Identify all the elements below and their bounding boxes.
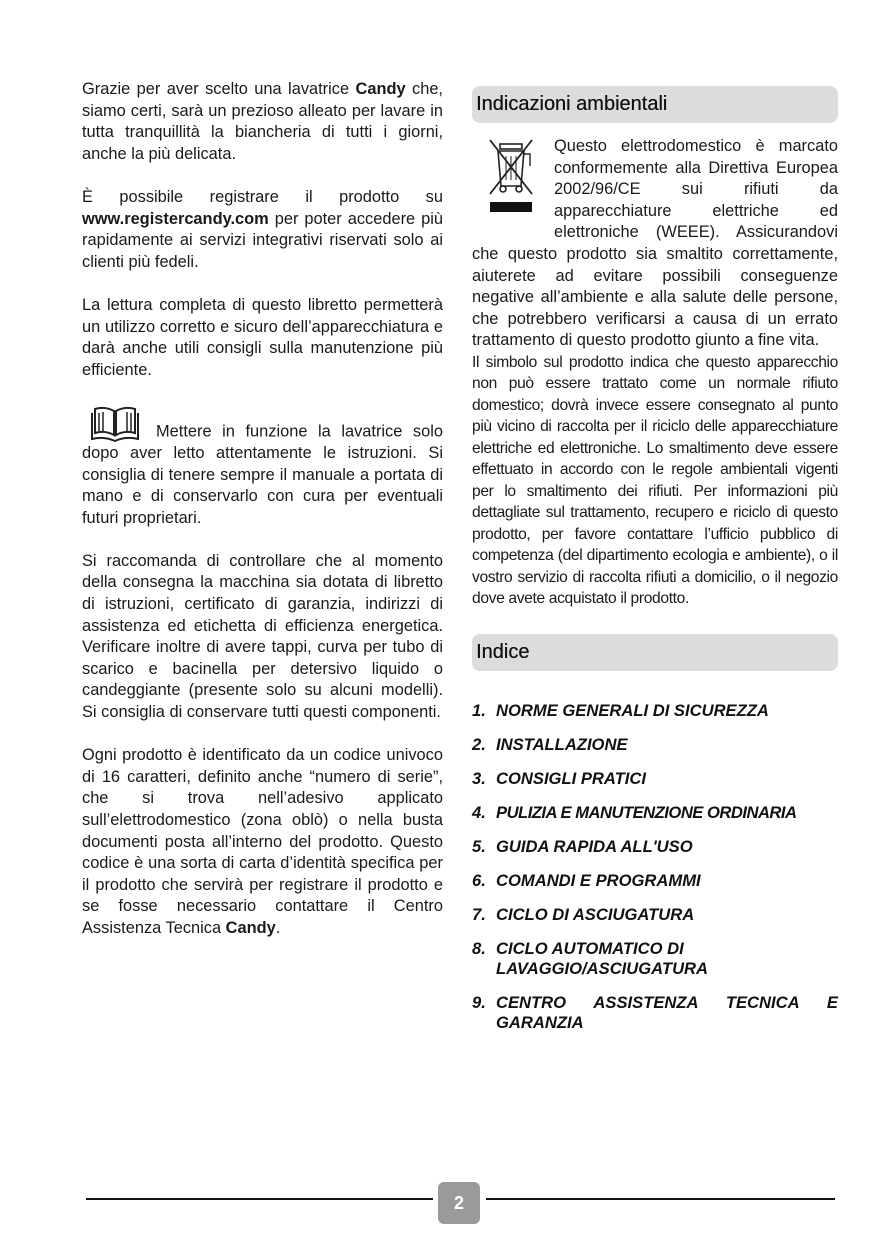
register-link[interactable]: www.registercandy.com [82, 209, 269, 228]
toc-item[interactable]: 9. CENTRO ASSISTENZA TECNICA E GARANZIA [472, 992, 838, 1032]
intro-paragraph-5: Si raccomanda di controllare che al momento della consegna la macchina sia dotata di libretto di istruzioni, certificato di garanzia, indirizzi di assistenza ed etichetta di efficienza energetica. Verificare inoltre di avere tappi, curva per tubo di scarico e bacinella per detersivo liquido o candeggiante (presente solo su alcuni modelli). Si consiglia di conservare tutti questi componenti. [82, 551, 443, 722]
brand-name-2: Candy [225, 918, 276, 937]
toc-item[interactable]: 8. CICLO AUTOMATICO DI LAVAGGIO/ASCIUGATURA [472, 938, 709, 978]
brand-name: Candy [355, 80, 406, 98]
right-column [472, 86, 838, 1047]
intro-paragraph-1: Grazie per aver scelto una lavatrice Candy che, siamo certi, sarà un prezioso alleato per lavare in tutta tranquillità la biancheria di tutti i giorni, anche la più delicata. [82, 80, 443, 163]
footer-divider-left [86, 1198, 433, 1200]
toc-item[interactable]: 6. COMANDI E PROGRAMMI [472, 870, 701, 890]
page-number-badge: 2 [438, 1182, 480, 1224]
weee-bin-icon [472, 136, 552, 224]
manual-book-icon [90, 403, 140, 443]
intro-paragraph-6: Ogni prodotto è identificato da un codice univoco di 16 caratteri, definito anche “numero di serie”, che si trova nell’adesivo applicato sull’elettrodomestico (zona oblò) o nella busta documenti posta all’interno del prodotto. Questo codice è una sorta di carta d’identità specifica per il prodotto che servirà per registrare il prodotto e se fosse necessario contattare il Centro Assistenza Tecnica Candy. [82, 746, 443, 937]
toc-item[interactable]: 2. INSTALLAZIONE [472, 734, 628, 754]
environment-heading: Indicazioni ambientali [472, 86, 838, 123]
table-of-contents [472, 701, 838, 1033]
toc-item[interactable]: 5. GUIDA RAPIDA ALL'USO [472, 836, 693, 856]
intro-column [82, 79, 443, 940]
environment-paragraph-2: Il simbolo sul prodotto indica che questo apparecchio non può essere trattato come un normale rifiuto domestico; dovrà invece essere consegnato al punto più vicino di raccolta per il riciclo delle apparecchiature elettriche ed elettroniche. Lo smaltimento deve essere effettuato in accordo con le regole ambientali vigenti per lo smaltimento dei rifiuti. Per informazioni più dettagliate sul trattamento, recupero e riciclo di questo prodotto, per favore contattare l’ufficio pubblico di competenza (del dipartimento ecologia e ambiente), o il vostro servizio di raccolta rifiuti a domicilio, o il negozio dove avete acquistato il prodotto. [472, 353, 838, 608]
intro-paragraph-4: Mettere in funzione la lavatrice solo dopo aver letto attentamente le istruzioni. Si consiglia di tenere sempre il manuale a portata di mano e di conservarlo con cura per eventuali futuri proprietari. [82, 403, 443, 529]
intro-paragraph-2: È possibile registrare il prodotto su www.registercandy.com per poter accedere più rapidamente ai servizi integrativi riservati solo ai clienti più fedeli. [82, 187, 443, 271]
environment-paragraph-1: Questo elettrodomestico è marcato conformemente alla Direttiva Europea 2002/96/CE sui rifiuti da apparecchiature elettriche ed elettroniche (WEEE). Assicurandovi che questo prodotto sia smaltito correttamente, aiuterete ad evitare possibili conseguenze negative all’ambiente e alla salute delle persone, che potrebbero verificarsi a causa di un errato trattamento di questo prodotto giunto a fine vita. [472, 137, 838, 350]
intro-paragraph-3: La lettura completa di questo libretto permetterà un utilizzo corretto e sicuro dell’apparecchiatura e darà anche utili consigli sulla manutenzione più efficiente. [82, 295, 443, 379]
toc-item[interactable]: 3. CONSIGLI PRATICI [472, 768, 646, 788]
toc-item[interactable]: 7. CICLO DI ASCIUGATURA [472, 904, 695, 924]
toc-item[interactable]: 1. NORME GENERALI DI SICUREZZA [472, 700, 769, 720]
index-heading: Indice [472, 634, 838, 671]
footer-divider-right [486, 1198, 835, 1200]
environment-section [472, 136, 838, 610]
toc-item[interactable]: 4. PULIZIA E MANUTENZIONE ORDINARIA [472, 802, 797, 822]
